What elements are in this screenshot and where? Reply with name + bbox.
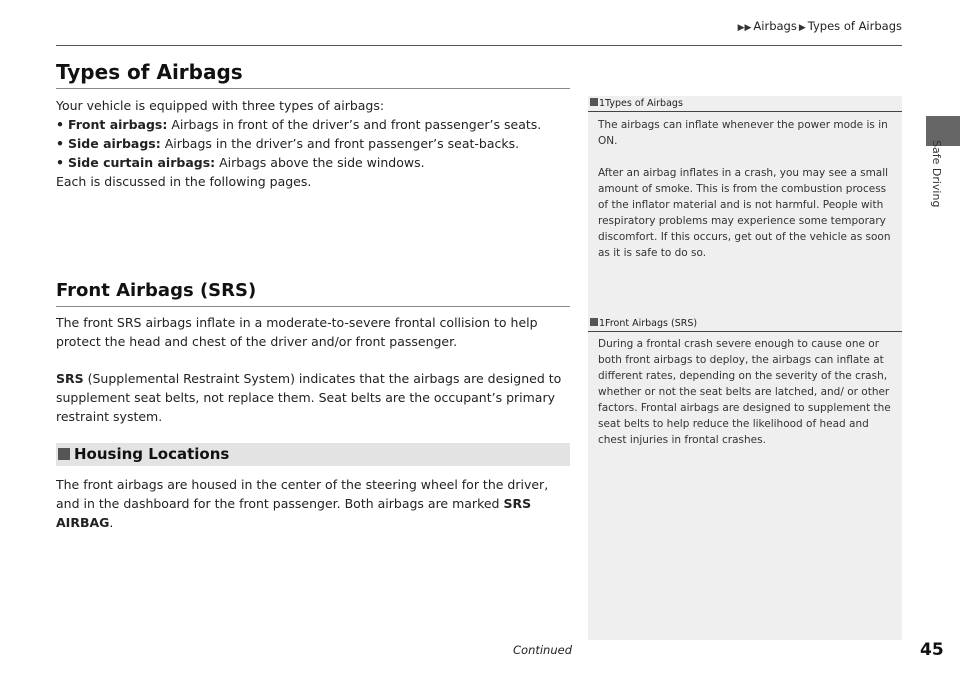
- paragraph-gap: [598, 149, 893, 165]
- list-text: Airbags above the side windows.: [215, 155, 425, 170]
- housing-paragraph: [56, 475, 570, 532]
- note-marker-icon: [590, 98, 598, 106]
- list-term: Side airbags:: [68, 136, 161, 151]
- list-item: [56, 153, 566, 172]
- list-item: [56, 134, 566, 153]
- bullet-icon: •: [56, 155, 64, 170]
- section-title-types: Types of Airbags: [56, 60, 243, 84]
- note-marker-icon: [590, 318, 598, 326]
- continued-label: Continued: [513, 643, 573, 657]
- note-title: Types of Airbags: [605, 98, 683, 109]
- chapter-label: Safe Driving: [930, 140, 943, 208]
- note-marker: 1: [599, 318, 606, 329]
- srs-text: (Supplemental Restraint System) indicates that the airbags are designed to supplement seat belts, not replace them. Seat belts are the occupant’s primary restraint system.: [56, 371, 562, 424]
- section-divider: [56, 306, 570, 307]
- note-marker: 1: [599, 98, 606, 109]
- note-body: [598, 336, 893, 448]
- section-title-front-airbags: Front Airbags (SRS): [56, 280, 257, 301]
- note-paragraph: During a frontal crash severe enough to cause one or both front airbags to deploy, the airbags can inflate at different rates, depending on the severity of the crash, whether or not the seat belts are latched, and/ or other factors. Frontal airbags are designed to supplement the seat belts to help reduce the likelihood of head and chest injuries in frontal crashes.: [598, 338, 891, 446]
- note-heading[interactable]: [590, 318, 697, 329]
- breadcrumb-current: Types of Airbags: [807, 19, 902, 33]
- list-term: Side curtain airbags:: [68, 155, 216, 170]
- outro-line: Each is discussed in the following pages.: [56, 174, 312, 189]
- note-paragraph: After an airbag inflates in a crash, you may see a small amount of smoke. This is from the combustion process of the inflator material and is not harmful. People with respiratory problems may experience some temporary discomfort. If this occurs, get out of the vehicle as soon as it is safe to do so.: [598, 167, 891, 259]
- intro-line: Your vehicle is equipped with three types of airbags:: [56, 98, 385, 113]
- list-text: Airbags in the driver’s and front passenger’s seat-backs.: [160, 136, 520, 151]
- note-title: Front Airbags (SRS): [605, 318, 698, 329]
- breadcrumb-link-airbags[interactable]: Airbags: [753, 19, 797, 33]
- housing-end: .: [109, 515, 114, 530]
- note-divider: [588, 331, 902, 332]
- square-bullet-icon: [58, 448, 70, 460]
- note-heading[interactable]: [590, 98, 683, 109]
- front-airbags-paragraph: The front SRS airbags inflate in a moderate-to-severe frontal collision to help protect the head and chest of the driver and/or front passenger.: [56, 315, 538, 349]
- header-divider: [56, 45, 902, 46]
- srs-airbag-term: SRS AIRBAG: [56, 496, 532, 530]
- bullet-icon: •: [56, 136, 64, 151]
- housing-text: The front airbags are housed in the center of the steering wheel for the driver, and in the dashboard for the front passenger. Both airbags are marked: [56, 477, 549, 511]
- note-paragraph: The airbags can inflate whenever the power mode is in ON.: [598, 119, 888, 147]
- list-text: Airbags in front of the driver’s and front passenger’s seats.: [167, 117, 542, 132]
- srs-paragraph: [56, 369, 568, 426]
- bullet-icon: •: [56, 117, 64, 132]
- list-term: Front airbags:: [68, 117, 168, 132]
- subsection-title-text: Housing Locations: [74, 445, 230, 463]
- note-body: [598, 117, 893, 261]
- breadcrumb: [0, 19, 902, 33]
- breadcrumb-arrow-icon: ▶▶: [737, 23, 752, 33]
- list-item: [56, 115, 566, 134]
- srs-term: SRS: [56, 371, 84, 386]
- subsection-title: [58, 445, 229, 463]
- page-number: 45: [920, 640, 944, 660]
- types-intro: [56, 96, 566, 191]
- breadcrumb-arrow-icon: ▶: [798, 23, 806, 33]
- note-divider: [588, 111, 902, 112]
- section-divider: [56, 88, 570, 89]
